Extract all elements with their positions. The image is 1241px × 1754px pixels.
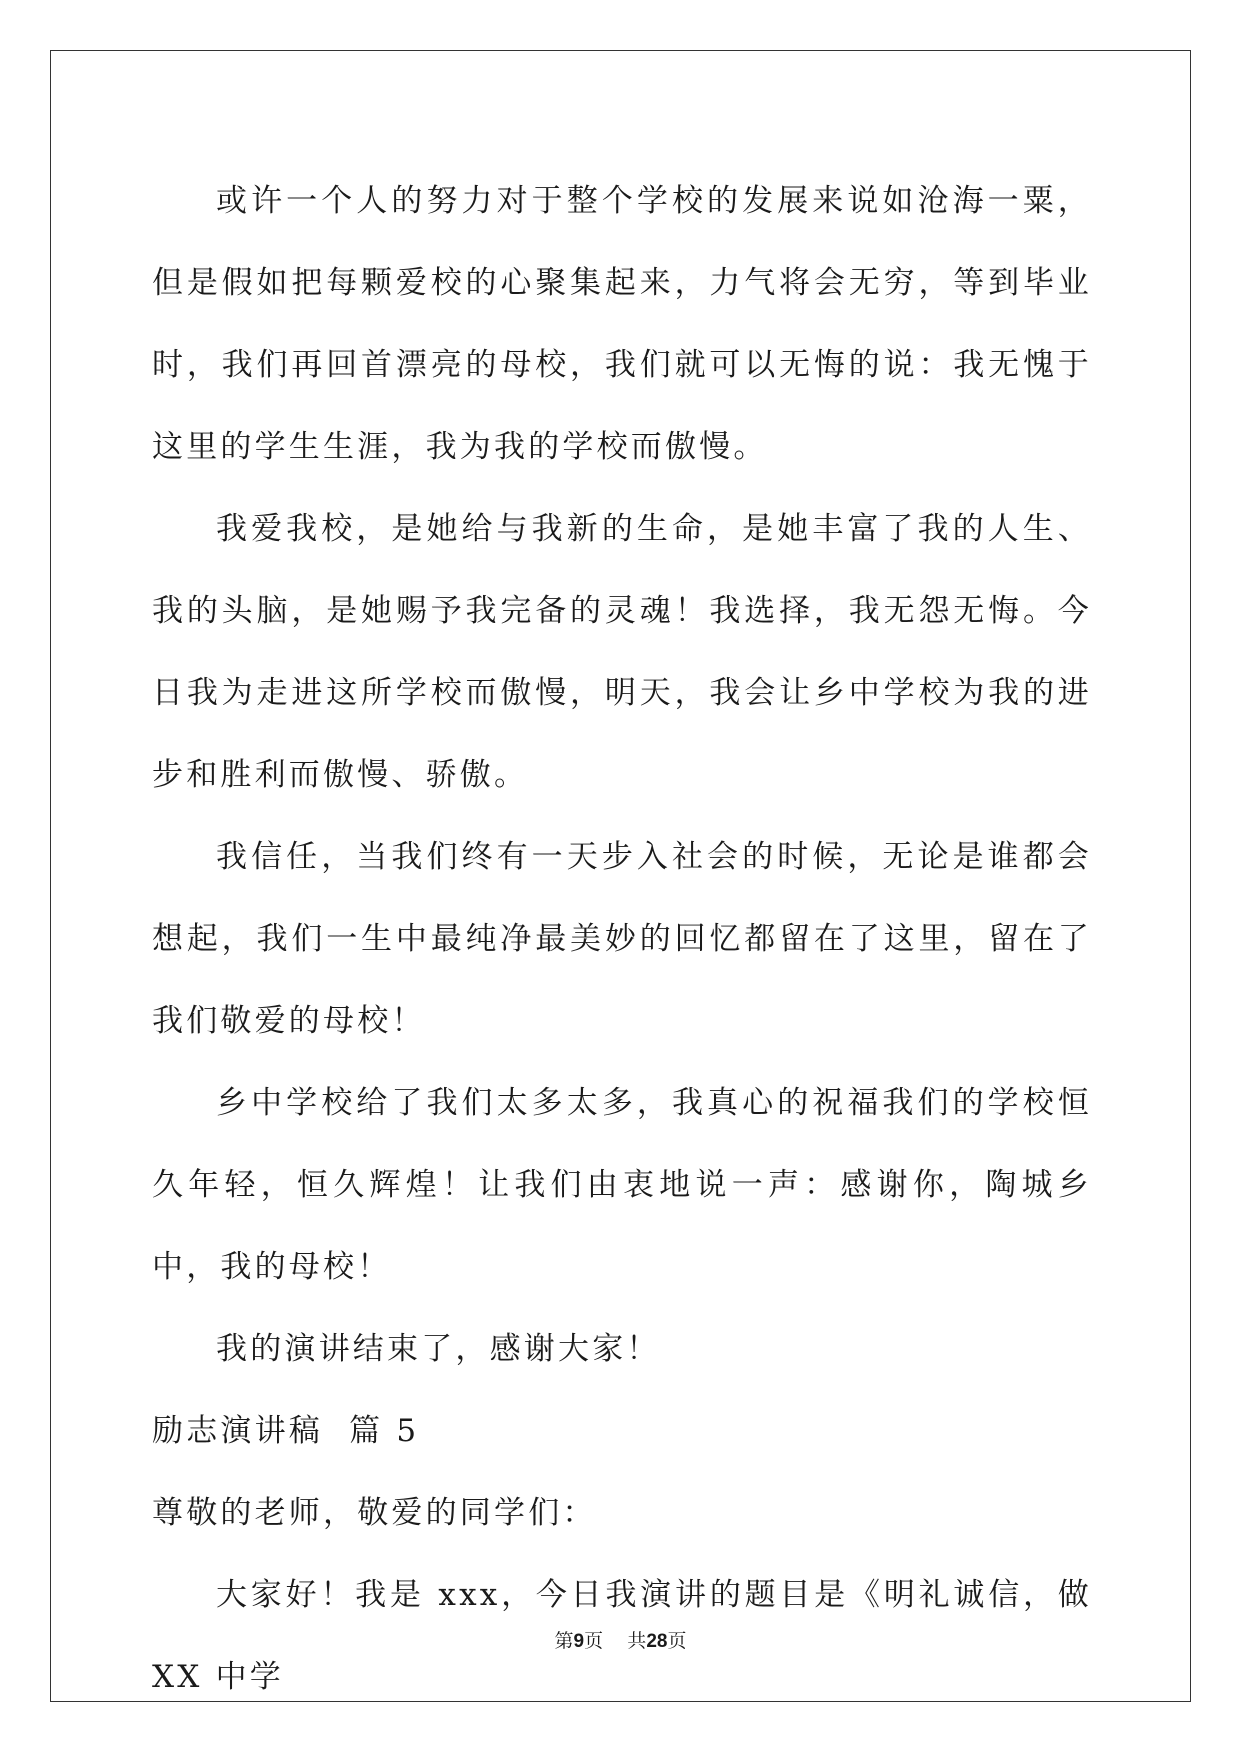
section-heading: 励志演讲稿 篇 5 (152, 1413, 420, 1449)
paragraph-4: 乡中学校给了我们太多太多，我真心的祝福我们的学校恒久年轻，恒久辉煌！让我们由衷地说一声：感谢你，陶城乡中，我的母校！ (152, 1085, 1092, 1285)
page-prefix: 第 (554, 1630, 574, 1652)
page-current: 9 (573, 1631, 585, 1652)
opening-paragraph: 大家好！我是 xxx，今日我演讲的题目是《明礼诚信，做 XX 中学 (152, 1577, 1092, 1695)
salutation: 尊敬的老师，敬爱的同学们： (152, 1495, 597, 1531)
page-total: 28 (646, 1631, 668, 1652)
paragraph-1: 或许一个人的努力对于整个学校的发展来说如沧海一粟，但是假如把每颗爱校的心聚集起来，力气将会无穷，等到毕业时，我们再回首漂亮的母校，我们就可以无悔的说：我无愧于这里的学生生涯，我为我的学校而傲慢。 (152, 183, 1092, 465)
total-suffix: 页 (667, 1630, 687, 1652)
paragraph-2: 我爱我校，是她给与我新的生命，是她丰富了我的人生、我的头脑，是她赐予我完备的灵魂！我选择，我无怨无悔。今日我为走进这所学校而傲慢，明天，我会让乡中学校为我的进步和胜利而傲慢、骄傲。 (152, 511, 1092, 793)
total-prefix: 共 (627, 1630, 647, 1652)
page-footer (0, 1626, 1241, 1653)
paragraph-5: 我的演讲结束了，感谢大家！ (216, 1331, 661, 1367)
document-body (152, 160, 1092, 1718)
page-suffix: 页 (584, 1630, 604, 1652)
paragraph-3: 我信任，当我们终有一天步入社会的时候，无论是谁都会想起，我们一生中最纯净最美妙的回忆都留在了这里，留在了我们敬爱的母校！ (152, 839, 1092, 1039)
